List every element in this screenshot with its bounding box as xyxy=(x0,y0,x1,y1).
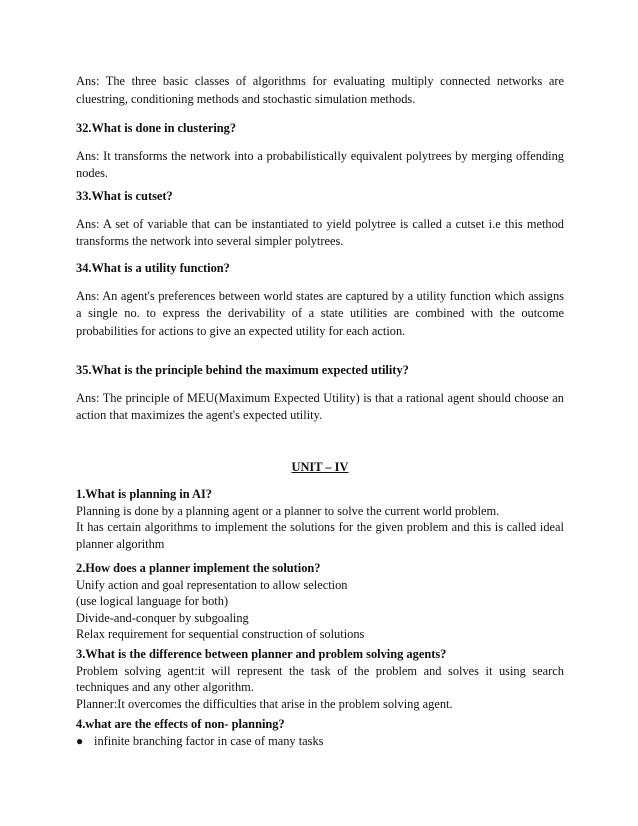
unit-question-1 xyxy=(76,486,564,552)
question-heading: 1.What is planning in AI? xyxy=(76,487,213,501)
answer-text: Ans: The principle of MEU(Maximum Expected Utility) is that a rational agent should choose an action that maximizes the agent's expected utility. xyxy=(76,390,564,422)
bullet-icon: ● xyxy=(76,733,84,748)
question-heading: 34.What is a utility function? xyxy=(76,261,230,275)
answer-line: Problem solving agent:it will represent the task of the problem and solves it using search techniques and any other algorithm. xyxy=(76,663,564,694)
question-heading: 35.What is the principle behind the maximum expected utility? xyxy=(76,363,409,377)
bullet-text: infinite branching factor in case of many tasks xyxy=(94,733,324,748)
question-32 xyxy=(76,120,564,183)
question-35 xyxy=(76,362,564,425)
question-heading: 4.what are the effects of non- planning? xyxy=(76,717,285,731)
answer-line: Divide-and-conquer by subgoaling xyxy=(76,610,249,625)
unit-question-4 xyxy=(76,716,564,749)
answer-line: It has certain algorithms to implement the solutions for the given problem and this is called ideal planner algorithm xyxy=(76,520,564,551)
unit-heading-wrap xyxy=(76,459,564,477)
answer-line: Planning is done by a planning agent or a planner to solve the current world problem. xyxy=(76,503,500,518)
unit-heading: UNIT – IV xyxy=(291,460,349,474)
answer-line: (use logical language for both) xyxy=(76,594,229,608)
question-33 xyxy=(76,188,564,251)
answer-text: Ans: An agent's preferences between world states are captured by a utility function which assigns a single no. to express the derivability of a state utilities are combined with the outcome probabilities for actions to give an expected utility for each action. xyxy=(76,288,564,338)
answer-text: Ans: A set of variable that can be instantiated to yield polytree is called a cutset i.e this method transforms the network into several simpler polytrees. xyxy=(76,216,564,248)
question-heading: 32.What is done in clustering? xyxy=(76,121,237,135)
question-heading: 3.What is the difference between planner and problem solving agents? xyxy=(76,647,447,661)
bullet-item xyxy=(76,733,564,750)
answer-text: Ans: It transforms the network into a probabilistically equivalent polytrees by merging offending nodes. xyxy=(76,148,564,180)
unit-question-2 xyxy=(76,560,564,643)
question-heading: 2.How does a planner implement the solution? xyxy=(76,561,321,575)
answer-31 xyxy=(76,73,564,108)
unit-question-3 xyxy=(76,646,564,712)
answer-line: Planner:It overcomes the difficulties that arise in the problem solving agent. xyxy=(76,696,453,711)
question-heading: 33.What is cutset? xyxy=(76,189,173,203)
answer-line: Relax requirement for sequential construction of solutions xyxy=(76,627,365,641)
question-34 xyxy=(76,260,564,340)
answer-text: Ans: The three basic classes of algorithms for evaluating multiply connected networks are cluestring, conditioning methods and stochastic simulation methods. xyxy=(76,74,564,106)
answer-line: Unify action and goal representation to allow selection xyxy=(76,577,348,592)
